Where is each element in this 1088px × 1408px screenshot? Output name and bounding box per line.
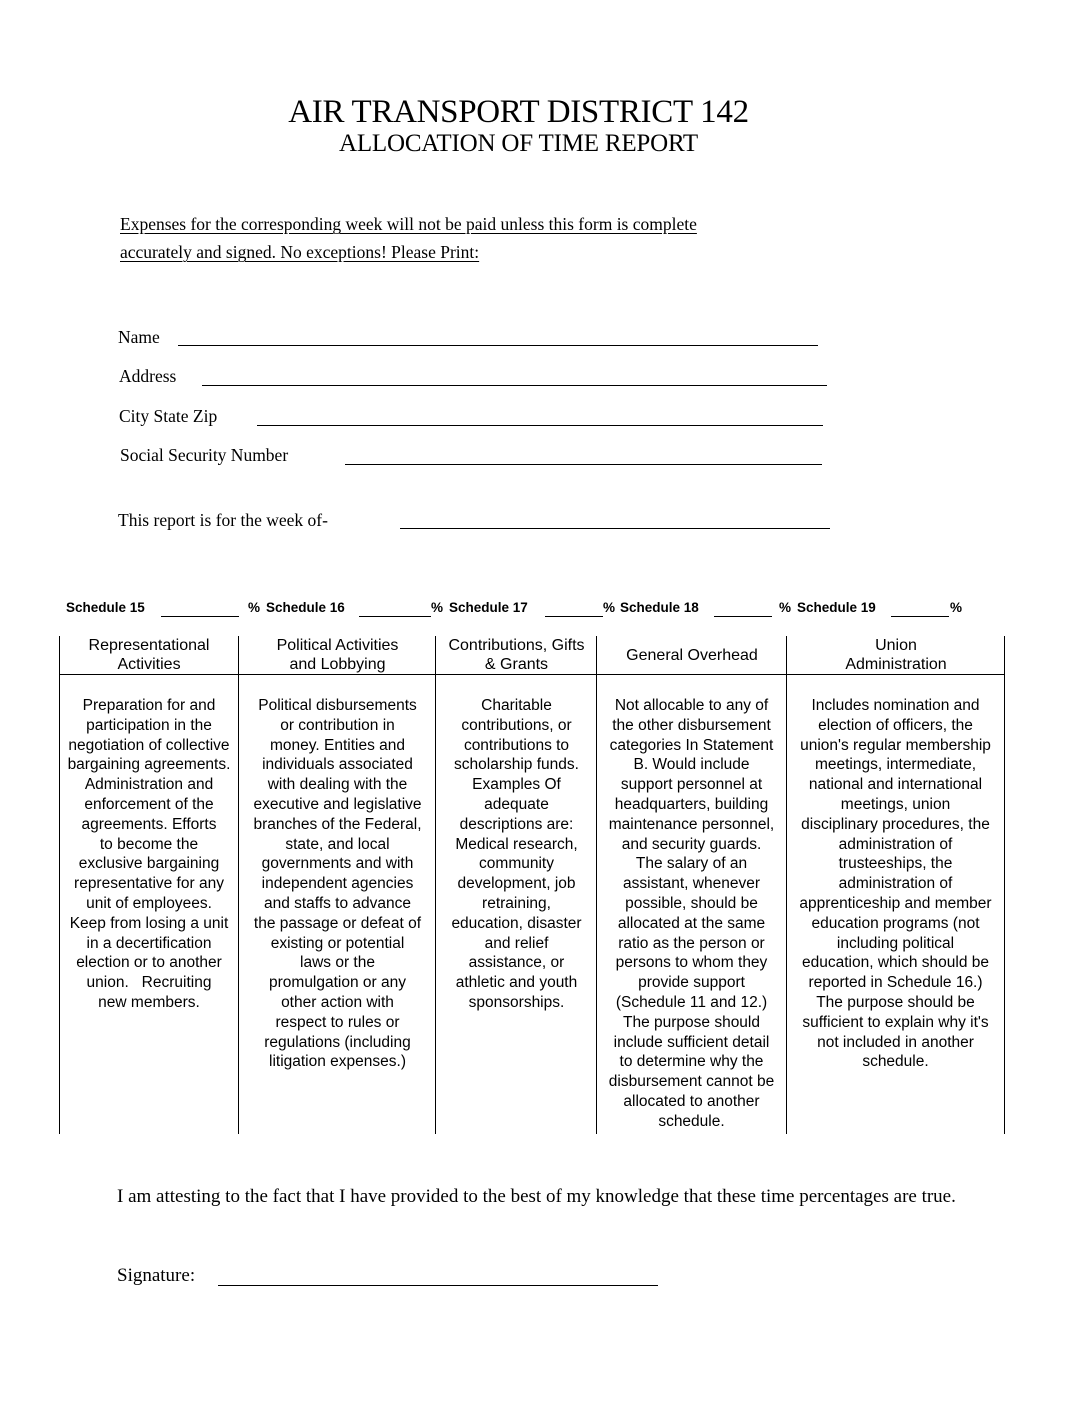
column-line: union. Recruiting bbox=[86, 974, 212, 992]
column-line: descriptions are: bbox=[459, 815, 574, 833]
column-line: (Schedule 11 and 12.) bbox=[615, 993, 768, 1011]
schedule-19-percent: % bbox=[950, 600, 963, 615]
column-line: representative for any bbox=[74, 875, 224, 893]
column-line: enforcement of the bbox=[84, 795, 214, 813]
column-line: education, disaster bbox=[451, 914, 582, 932]
column-line: laws or the bbox=[300, 954, 375, 972]
signature-field[interactable] bbox=[218, 1285, 658, 1286]
column-line: election of officers, the bbox=[818, 716, 973, 734]
notice-line-1: Expenses for the corresponding week will not be paid unless this form is complete bbox=[120, 214, 697, 234]
column-line: administration of bbox=[838, 875, 953, 893]
column-line: or contribution in bbox=[280, 716, 395, 734]
column-line: Preparation for and bbox=[82, 697, 216, 714]
column-line: schedule. bbox=[862, 1053, 929, 1071]
column-line: scholarship funds. bbox=[454, 756, 579, 774]
week-of-field[interactable] bbox=[400, 528, 830, 529]
column-line: and staffs to advance bbox=[263, 894, 412, 912]
column-body-overhead bbox=[596, 696, 787, 1132]
name-field[interactable] bbox=[178, 345, 818, 346]
column-line: promulgation or any bbox=[269, 974, 406, 992]
column-line: administration of bbox=[838, 835, 953, 853]
column-line: Examples Of bbox=[472, 776, 561, 794]
column-line: national and international bbox=[808, 776, 983, 794]
column-line: to determine why the bbox=[619, 1053, 764, 1071]
column-line: contributions, or bbox=[461, 716, 572, 734]
column-line: retraining, bbox=[482, 894, 551, 912]
schedule-18-percent: % bbox=[779, 600, 792, 615]
name-label: Name bbox=[118, 327, 160, 347]
column-line: disbursement cannot be bbox=[608, 1073, 775, 1091]
column-body-contributions bbox=[436, 696, 597, 1013]
column-line: assistance, or bbox=[468, 954, 565, 972]
column-line: in a decertification bbox=[86, 934, 212, 952]
column-line: new members. bbox=[98, 993, 200, 1011]
column-header-union-admin: Union Administration bbox=[845, 637, 947, 673]
column-header-representational: Representational Activities bbox=[88, 637, 210, 673]
column-line: education, which should be bbox=[802, 954, 989, 972]
schedule-18-label: Schedule 18 bbox=[620, 600, 699, 615]
column-line: B. Would include bbox=[633, 756, 750, 774]
schedule-15-label: Schedule 15 bbox=[66, 600, 145, 615]
column-line: The purpose should be bbox=[816, 993, 975, 1011]
ssn-field[interactable] bbox=[345, 464, 822, 465]
column-line: the passage or defeat of bbox=[253, 914, 422, 932]
column-line: and relief bbox=[484, 934, 549, 952]
column-line: the other disbursement bbox=[612, 716, 771, 734]
column-line: assistant, whenever bbox=[623, 875, 760, 893]
column-line: maintenance personnel, bbox=[608, 815, 775, 833]
schedule-19-input[interactable] bbox=[891, 616, 949, 617]
attestation-text: I am attesting to the fact that I have provided to the best of my knowledge that these time percentages are true. bbox=[117, 1186, 956, 1207]
column-line: money. Entities and bbox=[270, 736, 405, 754]
column-line: election or to another bbox=[76, 954, 222, 972]
column-line: Administration and bbox=[84, 776, 214, 794]
column-line: include sufficient detail bbox=[613, 1033, 770, 1051]
column-line: schedule. bbox=[658, 1112, 725, 1130]
column-line: support personnel at bbox=[620, 776, 763, 794]
column-line: possible, should be bbox=[625, 894, 758, 912]
column-line: headquarters, building bbox=[614, 795, 769, 813]
schedule-15-percent: % bbox=[248, 600, 261, 615]
column-body-political bbox=[239, 696, 436, 1072]
address-field[interactable] bbox=[202, 385, 827, 386]
column-line: contributions to bbox=[463, 736, 570, 754]
notice-line-2: accurately and signed. No exceptions! Please Print: bbox=[120, 242, 480, 262]
column-line: litigation expenses.) bbox=[269, 1053, 406, 1071]
column-body-representational bbox=[58, 696, 240, 1013]
column-line: exclusive bargaining bbox=[78, 855, 220, 873]
column-line: governments and with bbox=[261, 855, 414, 873]
schedule-17-input[interactable] bbox=[545, 616, 603, 617]
column-header-political: Political Activities and Lobbying bbox=[276, 637, 399, 673]
column-line: trusteeships, the bbox=[838, 855, 953, 873]
column-line: sufficient to explain why it's bbox=[802, 1013, 989, 1031]
column-line: including political bbox=[836, 934, 955, 952]
schedule-16-input[interactable] bbox=[359, 616, 431, 617]
address-label: Address bbox=[119, 366, 177, 386]
column-line: regulations (including bbox=[264, 1033, 411, 1051]
schedule-16-percent: % bbox=[431, 600, 444, 615]
column-line: ratio as the person or bbox=[618, 934, 765, 952]
table-header-rule bbox=[59, 674, 1004, 675]
schedule-17-label: Schedule 17 bbox=[449, 600, 528, 615]
column-line: Keep from losing a unit bbox=[69, 914, 229, 932]
column-line: disciplinary procedures, the bbox=[801, 815, 990, 833]
column-line: Medical research, bbox=[455, 835, 578, 853]
schedule-18-input[interactable] bbox=[714, 616, 772, 617]
schedule-16-label: Schedule 16 bbox=[266, 600, 345, 615]
column-line: athletic and youth bbox=[455, 974, 578, 992]
column-line: persons to whom they bbox=[615, 954, 768, 972]
column-line: agreements. Efforts bbox=[81, 815, 217, 833]
column-line: participation in the bbox=[86, 716, 212, 734]
column-line: adequate bbox=[484, 795, 549, 813]
column-line: union's regular membership bbox=[800, 736, 991, 754]
column-line: The purpose should bbox=[622, 1013, 760, 1031]
schedule-19-label: Schedule 19 bbox=[797, 600, 876, 615]
schedule-15-input[interactable] bbox=[161, 616, 239, 617]
column-line: negotiation of collective bbox=[68, 736, 230, 754]
form-title: AIR TRANSPORT DISTRICT 142 bbox=[288, 94, 749, 130]
column-line: sponsorships. bbox=[468, 993, 565, 1011]
column-line: meetings, union bbox=[840, 795, 951, 813]
column-line: categories In Statement bbox=[609, 736, 774, 754]
column-line: education programs (not bbox=[811, 914, 980, 932]
column-header-overhead: General Overhead bbox=[626, 646, 758, 664]
schedule-row bbox=[66, 600, 986, 620]
column-line: reported in Schedule 16.) bbox=[808, 974, 983, 992]
city-state-zip-field[interactable] bbox=[257, 425, 823, 426]
column-line: meetings, intermediate, bbox=[814, 756, 977, 774]
ssn-label: Social Security Number bbox=[120, 445, 289, 465]
week-of-label: This report is for the week of- bbox=[118, 510, 328, 530]
column-line: allocated at the same bbox=[617, 914, 766, 932]
signature-label: Signature: bbox=[117, 1265, 196, 1286]
column-line: bargaining agreements. bbox=[67, 756, 231, 774]
column-line: not included in another bbox=[817, 1033, 974, 1051]
column-line: state, and local bbox=[285, 835, 390, 853]
column-line: development, job bbox=[457, 875, 576, 893]
column-line: Includes nomination and bbox=[811, 697, 980, 714]
column-line: with dealing with the bbox=[267, 776, 408, 794]
column-line: respect to rules or bbox=[275, 1013, 400, 1031]
column-line: to become the bbox=[99, 835, 199, 853]
column-line: provide support bbox=[638, 974, 745, 992]
column-line: independent agencies bbox=[261, 875, 414, 893]
column-line: individuals associated bbox=[262, 756, 413, 774]
column-line: branches of the Federal, bbox=[253, 815, 422, 833]
column-line: community bbox=[479, 855, 554, 873]
column-line: allocated to another bbox=[623, 1092, 760, 1110]
column-line: Political disbursements bbox=[258, 697, 417, 714]
column-line: and security guards. bbox=[621, 835, 762, 853]
column-line: unit of employees. bbox=[86, 894, 212, 912]
column-line: Not allocable to any of bbox=[614, 697, 769, 714]
column-body-union-admin bbox=[786, 696, 1005, 1072]
form-subtitle: ALLOCATION OF TIME REPORT bbox=[338, 130, 698, 157]
column-line: existing or potential bbox=[270, 934, 405, 952]
column-line: The salary of an bbox=[635, 855, 748, 873]
schedule-17-percent: % bbox=[603, 600, 616, 615]
column-line: apprenticeship and member bbox=[799, 894, 992, 912]
column-line: Charitable bbox=[481, 697, 552, 714]
city-state-zip-label: City State Zip bbox=[119, 406, 218, 426]
column-line: other action with bbox=[281, 993, 394, 1011]
column-header-contributions: Contributions, Gifts & Grants bbox=[448, 637, 585, 673]
column-line: executive and legislative bbox=[253, 795, 422, 813]
